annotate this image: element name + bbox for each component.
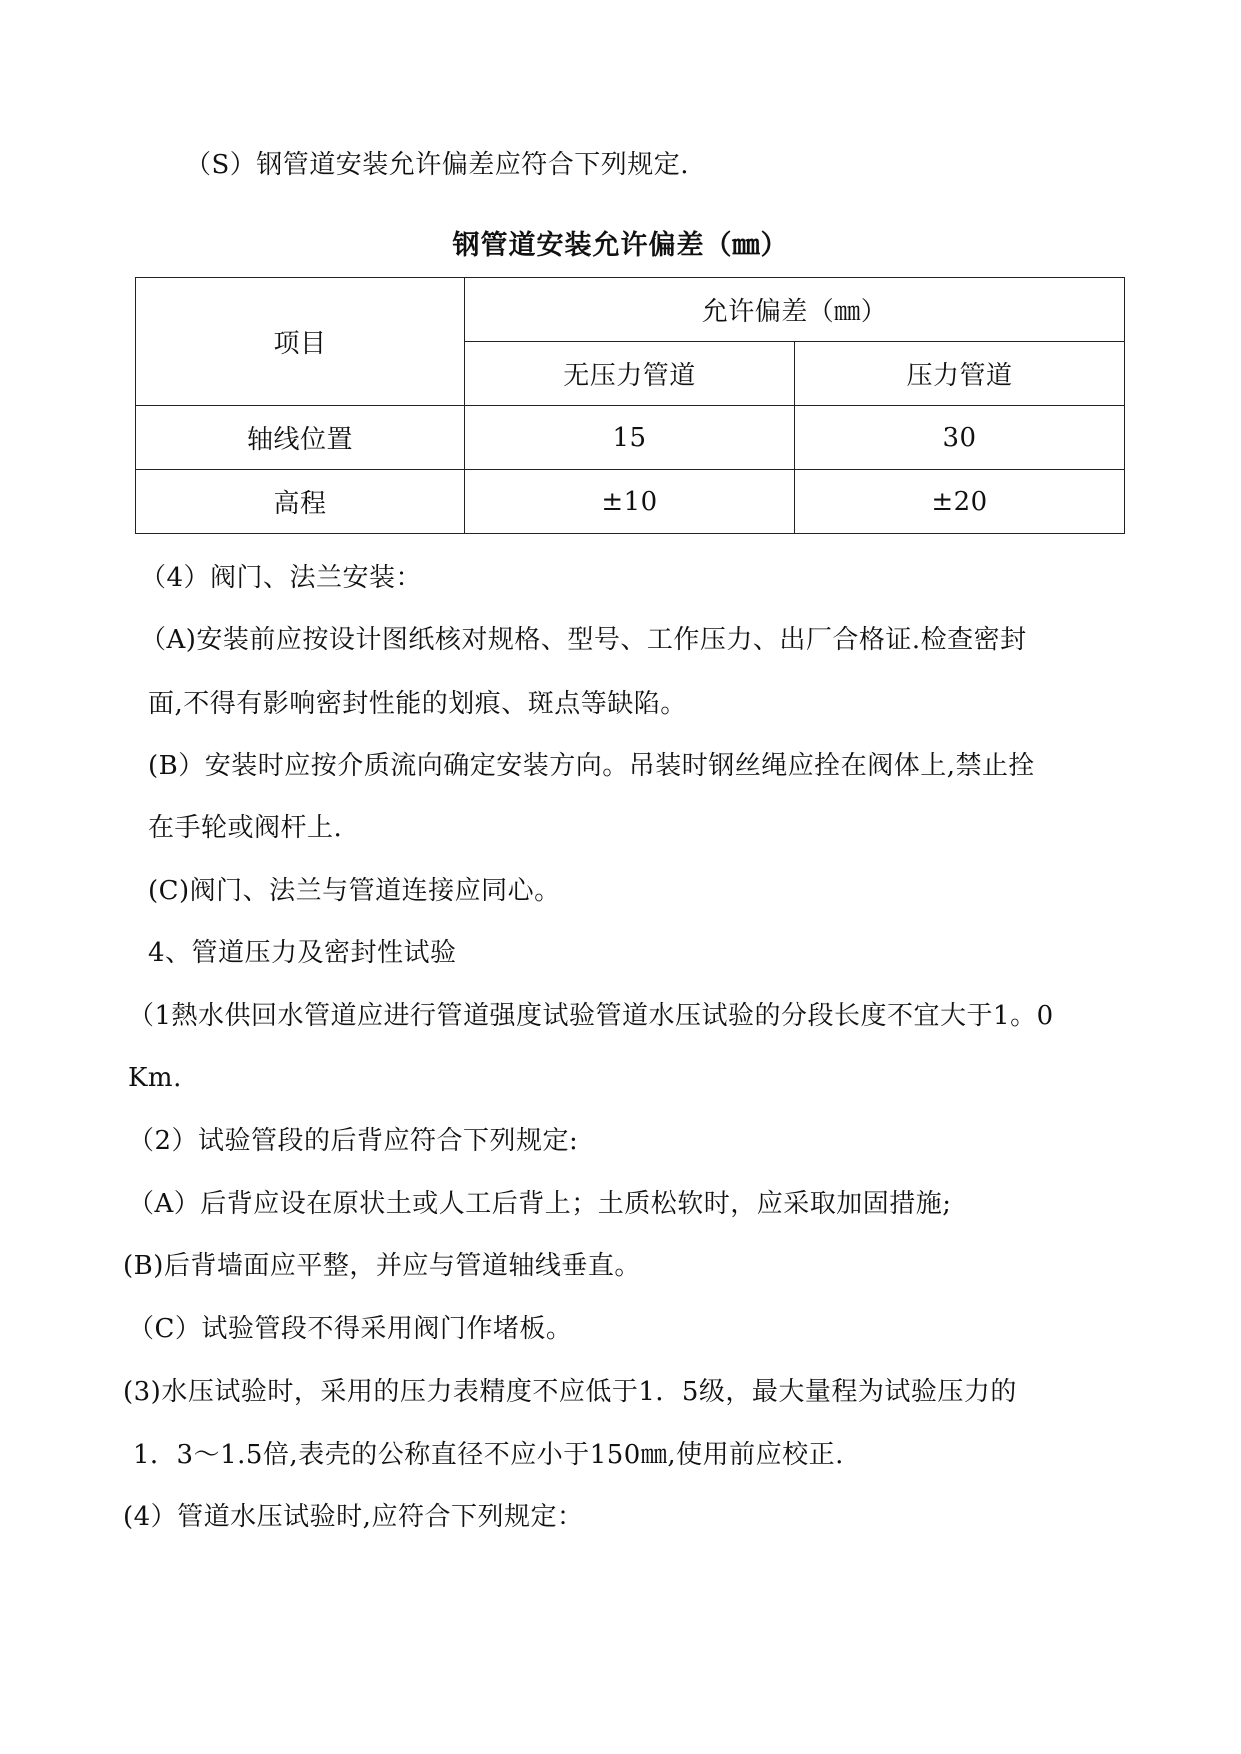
row-item-cell: 高程 [136, 470, 465, 534]
header-nopressure-cell: 无压力管道 [465, 342, 795, 406]
paragraph-a-line1: （A)安装前应按设计图纸核对规格、型号、工作压力、出厂合格证.检查密封 [140, 625, 1027, 655]
row-nopressure-cell: 15 [465, 406, 795, 470]
paragraph-a-line2: 面,不得有影响密封性能的划痕、斑点等缺陷。 [148, 689, 687, 719]
row-item-cell: 轴线位置 [136, 406, 465, 470]
deviation-table [135, 277, 1125, 534]
paragraph-2c: （C）试验管段不得采用阀门作堵板。 [128, 1314, 573, 1344]
valve-flange-heading: （4）阀门、法兰安装： [140, 563, 423, 593]
paragraph-c: (C)阀门、法兰与管道连接应同心。 [148, 876, 561, 906]
table-row [136, 406, 1125, 470]
row-pressure-cell: 30 [795, 406, 1125, 470]
paragraph-3-line1: (3)水压试验时，采用的压力表精度不应低于1．5级，最大量程为试验压力的 [123, 1377, 1017, 1407]
header-pressure-cell: 压力管道 [795, 342, 1125, 406]
paragraph-3-line2: 1．3～1.5倍,表壳的公称直径不应小于150㎜,使用前应校正. [133, 1440, 844, 1470]
paragraph-2: （2）试验管段的后背应符合下列规定: [128, 1126, 579, 1156]
section-4-heading: 4、管道压力及密封性试验 [148, 938, 457, 968]
paragraph-1-line2: Km. [128, 1063, 182, 1093]
table-header-row [136, 278, 1125, 342]
table-title: 钢管道安装允许偏差（㎜） [452, 230, 789, 261]
paragraph-b-line1: (B）安装时应按介质流向确定安装方向。吊装时钢丝绳应拴在阀体上,禁止拴 [148, 751, 1036, 781]
paragraph-1-line1: （1熱水供回水管道应进行管道强度试验管道水压试验的分段长度不宜大于1。0 [128, 1001, 1054, 1031]
paragraph-b-line2: 在手轮或阀杆上. [148, 813, 343, 843]
s-section-heading: （S）钢管道安装允许偏差应符合下列规定. [185, 150, 690, 180]
paragraph-4b: (4）管道水压试验时,应符合下列规定： [123, 1502, 584, 1532]
header-item-cell: 项目 [136, 278, 465, 406]
header-group-cell: 允许偏差（㎜） [465, 278, 1125, 342]
paragraph-2a: （A）后背应设在原状土或人工后背上；土质松软时，应采取加固措施; [128, 1189, 952, 1219]
row-pressure-cell: ±20 [795, 470, 1125, 534]
row-nopressure-cell: ±10 [465, 470, 795, 534]
table-row [136, 470, 1125, 534]
paragraph-2b: (B)后背墙面应平整，并应与管道轴线垂直。 [123, 1251, 641, 1281]
